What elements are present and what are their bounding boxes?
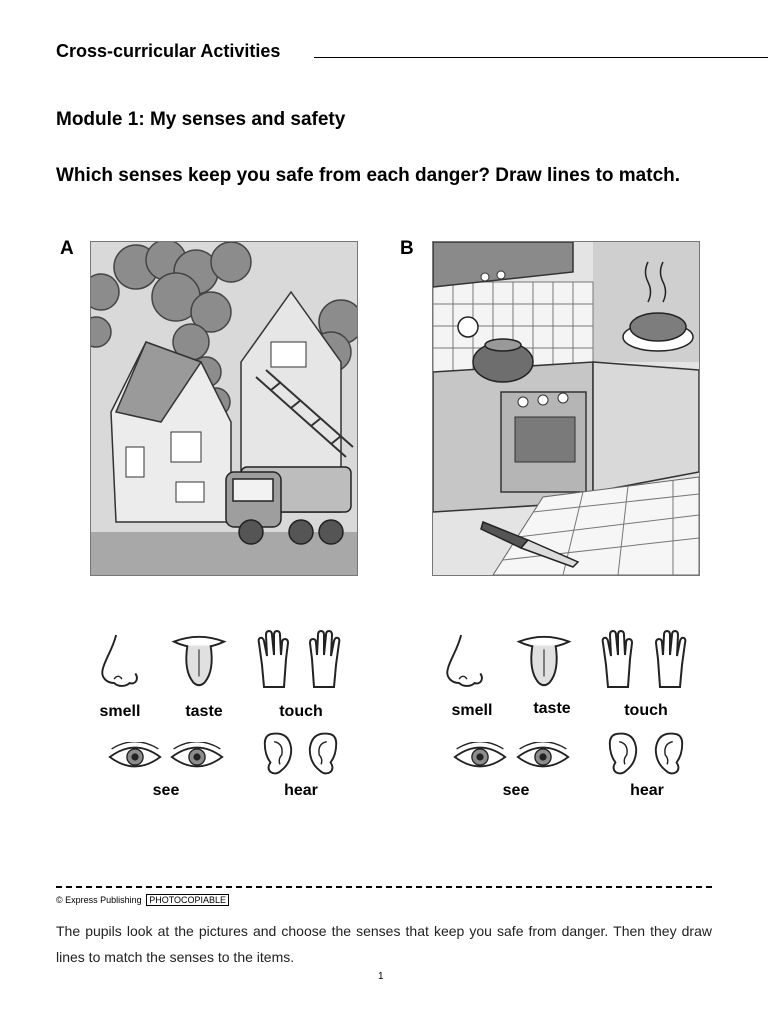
- left-ear-icon: [259, 730, 293, 778]
- header-title: Cross-curricular Activities: [56, 41, 281, 61]
- right-hand-icon: [306, 628, 342, 690]
- label-touch-b: touch: [624, 702, 668, 719]
- label-see-b: see: [502, 782, 530, 799]
- label-touch-a: touch: [279, 703, 323, 720]
- dashed-divider: [56, 886, 712, 888]
- right-ear-icon: [652, 730, 686, 778]
- module-title: Module 1: My senses and safety: [56, 109, 346, 130]
- instruction: Which senses keep you safe from each danger? Draw lines to match.: [56, 165, 681, 186]
- label-hear-b: hear: [630, 782, 664, 799]
- header-rule: [314, 57, 768, 58]
- teacher-note: The pupils look at the pictures and choose the senses that keep you safe from danger. Then they draw lines to match the senses to the items.: [56, 923, 712, 965]
- left-eye-icon: [453, 742, 507, 772]
- copyright-line: [56, 895, 229, 905]
- page-number: 1: [378, 971, 384, 982]
- mouth-tongue-icon: [515, 632, 573, 690]
- right-ear-icon: [306, 730, 340, 778]
- nose-icon: [95, 630, 143, 690]
- label-taste-a: taste: [185, 703, 223, 720]
- left-eye-icon: [108, 742, 162, 772]
- copyright-text: © Express Publishing: [56, 895, 142, 905]
- label-hear-a: hear: [284, 782, 318, 799]
- fire-truck-icon: [226, 467, 351, 544]
- right-eye-icon: [516, 742, 570, 772]
- panel-b-label: B: [400, 238, 414, 259]
- left-ear-icon: [604, 730, 638, 778]
- label-see-a: see: [152, 782, 180, 799]
- panel-a-label: A: [60, 238, 74, 259]
- mouth-tongue-icon: [170, 632, 228, 690]
- burning-house-picture: [90, 241, 358, 576]
- right-eye-icon: [170, 742, 224, 772]
- label-taste-b: taste: [533, 700, 571, 717]
- label-smell-b: smell: [451, 702, 493, 719]
- left-hand-icon: [256, 628, 292, 690]
- photocopiable-badge: PHOTOCOPIABLE: [146, 894, 229, 906]
- right-hand-icon: [652, 628, 688, 690]
- kitchen-picture: [432, 241, 700, 576]
- nose-icon: [440, 630, 488, 690]
- label-smell-a: smell: [99, 703, 141, 720]
- left-hand-icon: [600, 628, 636, 690]
